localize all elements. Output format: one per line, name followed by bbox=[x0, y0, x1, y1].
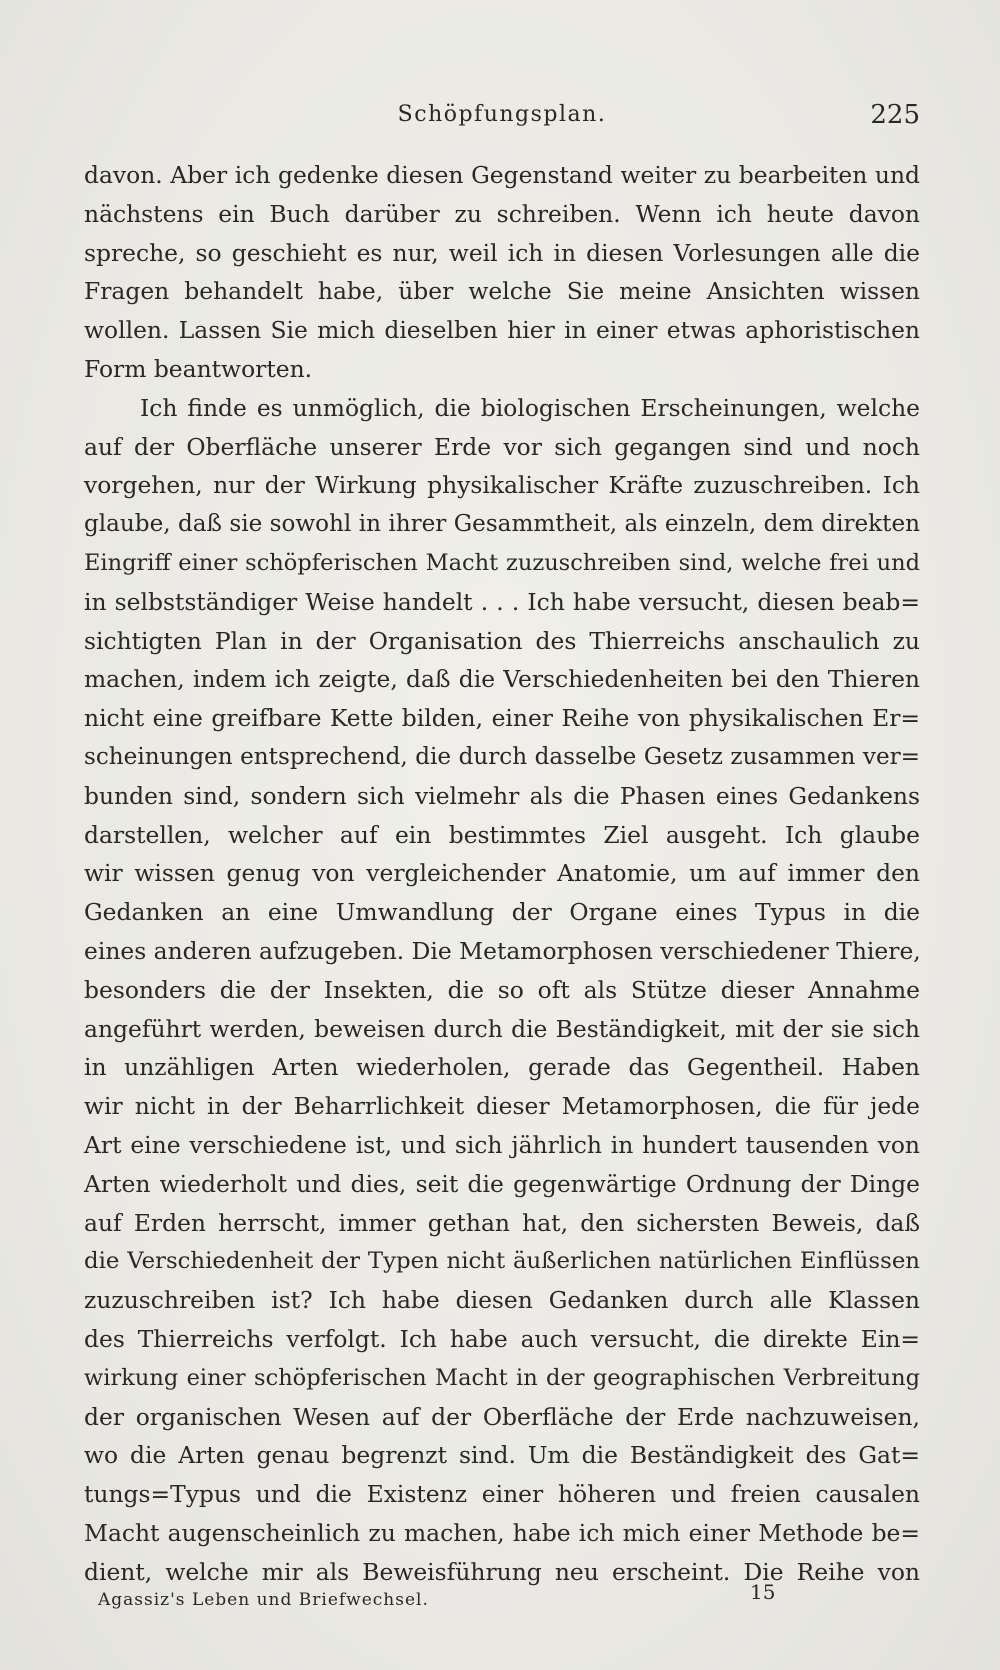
text-line: Form beantworten. bbox=[84, 354, 313, 383]
text-line: wirkung einer schöpferischen Macht in der geographischen Verbreitung bbox=[84, 1364, 920, 1391]
text-line: Art eine verschiedene ist, und sich jährlich in hundert tausenden von bbox=[84, 1130, 920, 1159]
text-line: wollen. Lassen Sie mich dieselben hier in einer etwas aphoristischen bbox=[84, 316, 920, 345]
running-title: Schöpfungsplan. bbox=[397, 102, 607, 127]
text-line: eines anderen aufzugeben. Die Metamorphosen verschiedener Thiere, bbox=[84, 936, 921, 965]
text-line: zuzuschreiben ist? Ich habe diesen Gedanken durch alle Klassen bbox=[84, 1286, 920, 1315]
text-line: angeführt werden, beweisen durch die Beständigkeit, mit der sie sich bbox=[84, 1014, 920, 1043]
signature-number: 15 bbox=[750, 1580, 776, 1604]
text-line: Arten wiederholt und dies, seit die gegenwärtige Ordnung der Dinge bbox=[84, 1169, 920, 1198]
text-line: spreche, so geschieht es nur, weil ich in diesen Vorlesungen alle die bbox=[84, 238, 920, 267]
text-line: auf der Oberfläche unserer Erde vor sich gegangen sind und noch bbox=[84, 432, 920, 461]
printer-signature: Agassiz's Leben und Briefwechsel. bbox=[98, 1590, 429, 1610]
text-line: Macht augenscheinlich zu machen, habe ich mich einer Methode be= bbox=[84, 1518, 920, 1547]
text-line: des Thierreichs verfolgt. Ich habe auch versucht, die direkte Ein= bbox=[84, 1324, 920, 1353]
text-line: sichtigten Plan in der Organisation des Thierreichs anschaulich zu bbox=[84, 626, 920, 655]
text-line: davon. Aber ich gedenke diesen Gegenstand weiter zu bearbeiten und bbox=[84, 161, 920, 189]
text-line: nächstens ein Buch darüber zu schreiben. Wenn ich heute davon bbox=[84, 199, 920, 228]
text-line: tungs=Typus und die Existenz einer höheren und freien causalen bbox=[84, 1480, 920, 1509]
page-footer bbox=[84, 1580, 920, 1620]
text-line: Gedanken an eine Umwandlung der Organe eines Typus in die bbox=[84, 898, 920, 927]
text-line: wir nicht in der Beharrlichkeit dieser Metamorphosen, die für jede bbox=[84, 1092, 920, 1121]
text-line: Ich finde es unmöglich, die biologischen Erscheinungen, welche bbox=[140, 393, 920, 422]
text-line: Eingriff einer schöpferischen Macht zuzuschreiben sind, welche frei und bbox=[84, 549, 920, 576]
text-line: auf Erden herrscht, immer gethan hat, den sichersten Beweis, daß bbox=[84, 1208, 920, 1237]
text-line: wir wissen genug von vergleichender Anatomie, um auf immer den bbox=[84, 859, 920, 888]
text-line: bunden sind, sondern sich vielmehr als die Phasen eines Gedankens bbox=[84, 781, 920, 810]
text-line: besonders die der Insekten, die so oft als Stütze dieser Annahme bbox=[84, 975, 920, 1004]
text-line: der organischen Wesen auf der Oberfläche der Erde nachzuweisen, bbox=[84, 1402, 920, 1431]
text-line: Fragen behandelt habe, über welche Sie meine Ansichten wissen bbox=[84, 277, 920, 306]
text-line: in selbstständiger Weise handelt . . . Ich habe versucht, diesen beab= bbox=[84, 587, 920, 616]
text-line: die Verschiedenheit der Typen nicht äußerlichen natürlichen Einflüssen bbox=[84, 1248, 920, 1275]
text-line: wo die Arten genau begrenzt sind. Um die Beständigkeit des Gat= bbox=[84, 1441, 920, 1470]
text-line: nicht eine greifbare Kette bilden, einer Reihe von physikalischen Er= bbox=[84, 704, 920, 733]
text-line: dient, welche mir als Beweisführung neu erscheint. Die Reihe von bbox=[84, 1557, 920, 1586]
text-line: scheinungen entsprechend, die durch dasselbe Gesetz zusammen ver= bbox=[84, 743, 920, 770]
page-number: 225 bbox=[870, 100, 920, 130]
text-line: machen, indem ich zeigte, daß die Verschiedenheiten bei den Thieren bbox=[84, 665, 920, 694]
page-header bbox=[84, 98, 920, 134]
text-line: darstellen, welcher auf ein bestimmtes Ziel ausgeht. Ich glaube bbox=[84, 820, 920, 849]
text-line: in unzähligen Arten wiederholen, gerade das Gegentheil. Haben bbox=[84, 1053, 920, 1082]
text-line: vorgehen, nur der Wirkung physikalischer Kräfte zuzuschreiben. Ich bbox=[84, 471, 920, 500]
text-line: glaube, daß sie sowohl in ihrer Gesammtheit, als einzeln, dem direkten bbox=[84, 511, 920, 538]
body-text bbox=[84, 156, 920, 1591]
